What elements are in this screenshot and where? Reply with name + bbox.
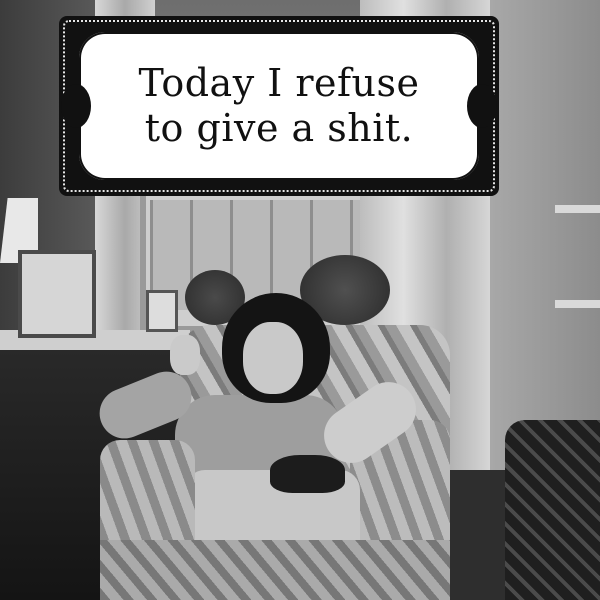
picture-frame — [18, 250, 96, 338]
caption-line-2: to give a shit. — [144, 106, 414, 150]
shelf-top — [555, 205, 600, 213]
caption-line-1: Today I refuse — [138, 61, 420, 106]
shelf-middle — [555, 300, 600, 308]
caption-panel — [79, 32, 479, 180]
armchair-seat — [100, 540, 450, 600]
caption-plaque — [59, 16, 499, 196]
small-picture-frame — [146, 290, 178, 332]
woman-shoe — [270, 455, 345, 493]
patterned-chair-right — [505, 420, 600, 600]
woman-hand — [170, 335, 200, 375]
woman-face — [243, 322, 303, 394]
